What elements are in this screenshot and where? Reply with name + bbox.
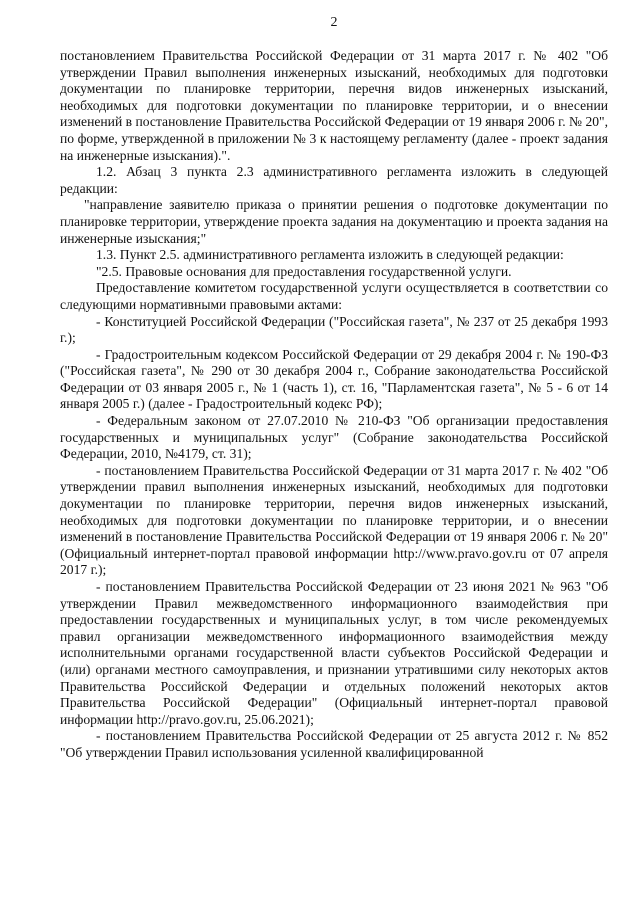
list-item-urban-code: - Градостроительным кодексом Российской Федерации от 29 декабря 2004 г. № 190-ФЗ ("Российская газета", № 290 от 30 декабря 2004 г., Собрание законодательства Российской Федерации от 03 января 2005 г., № 1 (часть 1), ст. 16, "Парламентская газета", № 5 - 6 от 14 января 2005 г.) (далее - Градостроительный кодекс РФ); — [60, 346, 608, 412]
list-item-constitution: - Конституцией Российской Федерации ("Российская газета", № 237 от 25 декабря 1993 г.); — [60, 313, 608, 346]
list-item-resolution-402: - постановлением Правительства Российской Федерации от 31 марта 2017 г. № 402 "Об утверждении правил выполнения инженерных изысканий, необходимых для подготовки документации по планировке территории, перечня видов инженерных изысканий, необходимых для подготовки документации по планировке территории, и о внесении изменений в постановление Правительства Российской Федерации от 19 января 2006 г. № 20" (Официальный интернет-портал правовой информации http://www.pravo.gov.ru от 07 апреля 2017 г.); — [60, 462, 608, 578]
document-body — [60, 48, 608, 762]
paragraph-legal-basis: Предоставление комитетом государственной услуги осуществляется в соответствии со следующими нормативными правовыми актами: — [60, 280, 608, 312]
paragraph-continuation: постановлением Правительства Российской Федерации от 31 марта 2017 г. № 402 "Об утверждении Правил выполнения инженерных изысканий, необходимых для подготовки документации по планировке территории, перечня видов инженерных изысканий, необходимых для подготовки документации по планировке территории, и о внесении изменений в постановление Правительства Российской Федерации от 19 января 2006 г. № 20", по форме, утвержденной в приложении № 3 к настоящему регламенту (далее - проект задания на инженерные изыскания).". — [60, 48, 608, 163]
paragraph-item-1-3: 1.3. Пункт 2.5. административного регламента изложить в следующей редакции: — [96, 247, 564, 263]
page-number: 2 — [330, 15, 338, 30]
paragraph-quote-1-2: "направление заявителю приказа о принятии решения о подготовке документации по планировке территории, утверждение проекта задания на документацию и проекта задания на инженерные изыскания;" — [60, 197, 608, 246]
list-item-resolution-963: - постановлением Правительства Российской Федерации от 23 июня 2021 № 963 "Об утверждении Правил межведомственного информационного взаимодействия при предоставлении государственных и муниципальных услуг, в том числе рекомендуемых правил организации межведомственного информационного взаимодействия между исполнительными органами государственной власти субъектов Российской Федерации и (или) органами местного самоуправления, и признании утратившими силу некоторых актов Правительства Российской Федерации и отдельных положений некоторых актов Правительства Российской Федерации" (Официальный интернет-портал правовой информации http://pravo.gov.ru, 25.06.2021); — [60, 579, 608, 727]
document-page — [60, 14, 608, 762]
paragraph-section-2-5: "2.5. Правовые основания для предоставления государственной услуги. — [96, 263, 512, 279]
paragraph-item-1-2: 1.2. Абзац 3 пункта 2.3 административного регламента изложить в следующей редакции: — [60, 164, 608, 196]
list-item-federal-law: - Федеральным законом от 27.07.2010 № 210-ФЗ "Об организации предоставления государственных и муниципальных услуг" (Собрание законодательства Российской Федерации, 2010, №4179, ст. 31); — [60, 413, 608, 462]
list-item-resolution-852: - постановлением Правительства Российской Федерации от 25 августа 2012 г. № 852 "Об утверждении Правил использования усиленной квалифицированной — [60, 728, 608, 760]
